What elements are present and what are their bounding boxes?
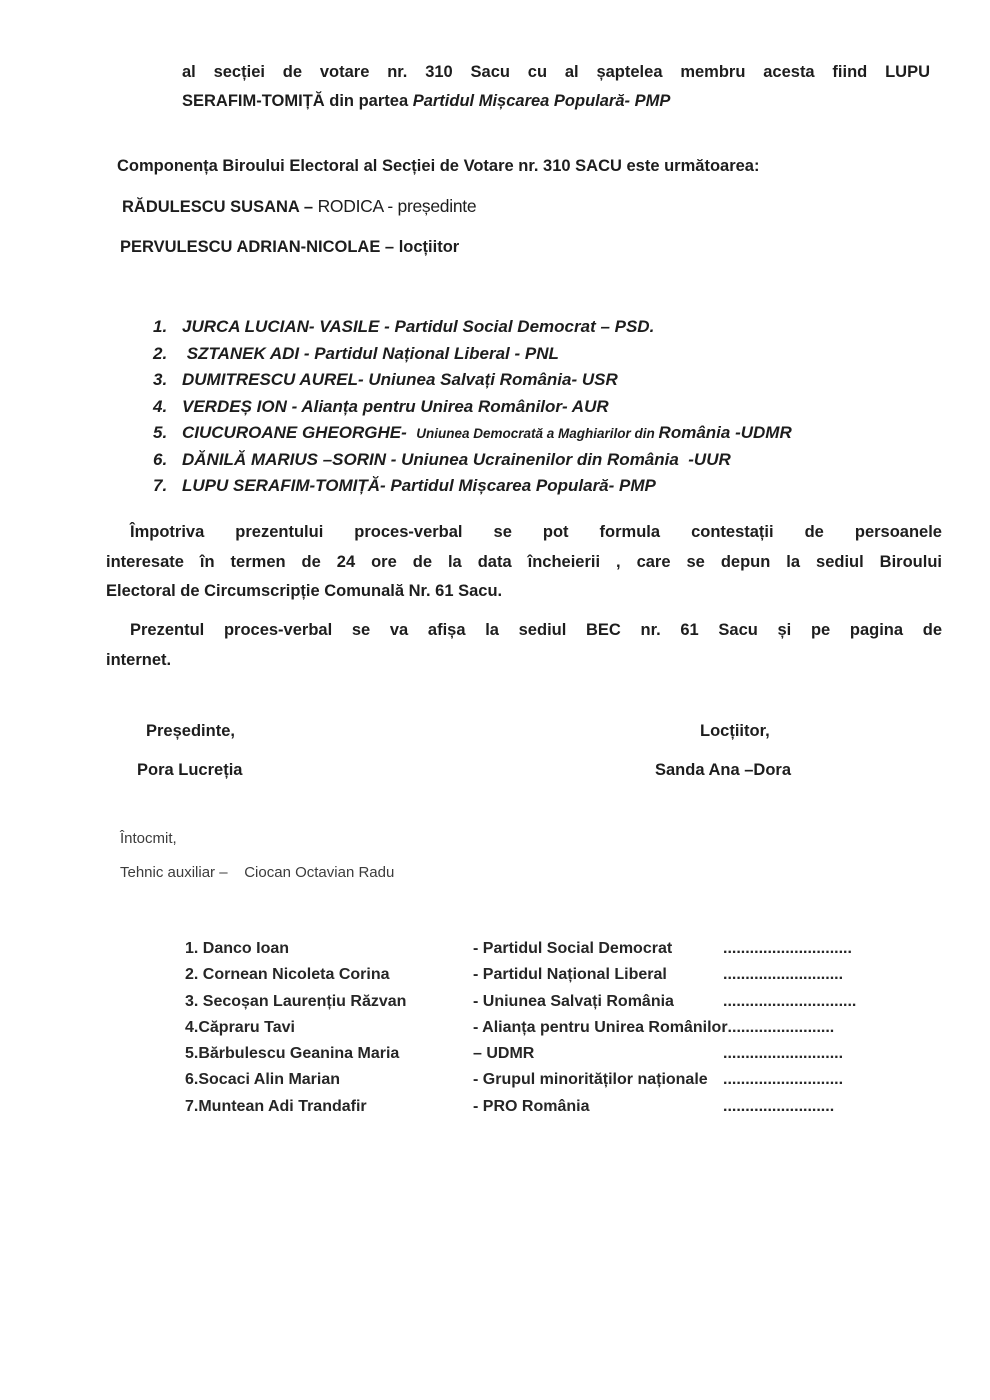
delegate-party: - Partidul Social Democrat	[473, 940, 673, 957]
intro-paragraph	[182, 58, 930, 116]
member-text: DĂNILĂ MARIUS –SORIN - Uniunea Ucrainenilor din România -UUR	[182, 449, 731, 469]
president-line	[122, 196, 476, 217]
member-number: 2.	[153, 343, 168, 363]
member-text-tail: România -UDMR	[658, 423, 792, 442]
delegate-row	[185, 966, 856, 992]
prepared-by-line: Tehnic auxiliar – Ciocan Octavian Radu	[120, 864, 395, 881]
delegate-name: 4.Căpraru Tavi	[185, 1018, 295, 1036]
delegate-dots: ...........................	[723, 966, 844, 984]
member-text: VERDEȘ ION - Alianța pentru Unirea Românilor- AUR	[182, 396, 609, 416]
delegate-dots: .............................	[723, 940, 852, 957]
member-number: 4.	[153, 396, 168, 416]
member-number: 3.	[153, 370, 168, 389]
intro-line-2	[182, 87, 930, 116]
delegate-row	[185, 993, 856, 1019]
delegate-party: - Grupul minorităților naționale	[473, 1071, 708, 1089]
member-list	[153, 317, 792, 503]
contest-line-2: interesate în termen de 24 ore de la data încheierii , care se depun la sediul Biroului	[106, 552, 942, 571]
deputy-signature-name: Sanda Ana –Dora	[655, 761, 792, 779]
delegate-row	[185, 940, 856, 966]
contest-line-1: Împotriva prezentului proces-verbal se pot formula contestații de persoanele	[130, 523, 942, 541]
publish-paragraph	[106, 616, 942, 675]
deputy-line: PERVULESCU ADRIAN-NICOLAE – locțiitor	[120, 238, 460, 256]
member-row	[153, 423, 792, 450]
delegate-party: - PRO România	[473, 1097, 590, 1115]
publish-line-2: internet.	[106, 650, 172, 669]
delegate-dots: .........................	[723, 1097, 835, 1115]
delegate-dots: ...........................	[723, 1045, 844, 1063]
member-text: CIUCUROANE GHEORGHE-	[182, 423, 417, 442]
intro-line-1: al secției de votare nr. 310 Sacu cu al șaptelea membru acesta fiind LUPU	[182, 63, 930, 81]
delegate-row	[185, 1019, 856, 1045]
intro-party-name-italic: Partidul Mișcarea Populară- PMP	[412, 92, 671, 110]
delegate-row	[185, 1045, 856, 1071]
member-row	[153, 344, 792, 371]
delegate-name: 6.Socaci Alin Marian	[185, 1071, 341, 1089]
delegate-party: – UDMR	[473, 1045, 535, 1063]
publish-line-1: Prezentul proces-verbal se va afișa la sediul BEC nr. 61 Sacu și pe pagina de	[130, 621, 942, 639]
delegate-dots: ........................	[727, 1018, 835, 1036]
delegate-name: 1. Danco Ioan	[185, 940, 290, 957]
delegate-list	[185, 940, 856, 1124]
delegate-name: 2. Cornean Nicoleta Corina	[185, 966, 390, 984]
president-signature-name: Pora Lucreția	[137, 761, 243, 779]
member-text: JURCA LUCIAN- VASILE - Partidul Social Democrat – PSD.	[182, 317, 655, 336]
deputy-signature-label: Locțiitor,	[700, 722, 770, 740]
member-row	[153, 370, 792, 397]
member-number: 5.	[153, 423, 168, 442]
president-signature-label: Președinte,	[146, 722, 235, 740]
delegate-name: 3. Secoșan Laurențiu Răzvan	[185, 992, 407, 1010]
president-name-bold: RĂDULESCU SUSANA –	[122, 198, 318, 216]
delegate-party: - Partidul Național Liberal	[473, 966, 667, 984]
member-row	[153, 450, 792, 477]
member-text: DUMITRESCU AUREL- Uniunea Salvați România- USR	[182, 370, 618, 389]
intro-line-2-normal: SERAFIM-TOMIȚĂ din partea	[182, 92, 413, 110]
prepared-by-label: Întocmit,	[120, 830, 177, 847]
delegate-dots: ..............................	[723, 992, 857, 1010]
member-number: 1.	[153, 317, 168, 336]
contest-line-3: Electoral de Circumscripție Comunală Nr. 61 Sacu.	[106, 582, 503, 600]
delegate-party: - Alianța pentru Unirea Românilor	[473, 1018, 728, 1036]
delegate-dots: ...........................	[723, 1071, 844, 1089]
member-text: SZTANEK ADI - Partidul Național Liberal - PNL	[182, 343, 559, 363]
member-row	[153, 317, 792, 344]
president-name-regular: RODICA - președinte	[317, 196, 477, 216]
composition-heading: Componența Biroului Electoral al Secției de Votare nr. 310 SACU este următoarea:	[117, 157, 760, 175]
member-text: LUPU SERAFIM-TOMIȚĂ- Partidul Mișcarea Populară- PMP	[182, 476, 656, 495]
delegate-row	[185, 1098, 856, 1124]
member-number: 7.	[153, 476, 168, 495]
delegate-name: 5.Bărbulescu Geanina Maria	[185, 1045, 400, 1063]
member-number: 6.	[153, 449, 168, 469]
delegate-party: - Uniunea Salvați România	[473, 992, 674, 1010]
member-row	[153, 397, 792, 424]
member-row	[153, 476, 792, 503]
member-text-small: Uniunea Democrată a Maghiarilor din	[416, 426, 659, 441]
delegate-name: 7.Muntean Adi Trandafir	[185, 1097, 367, 1115]
contest-paragraph	[106, 518, 942, 607]
delegate-row	[185, 1071, 856, 1097]
